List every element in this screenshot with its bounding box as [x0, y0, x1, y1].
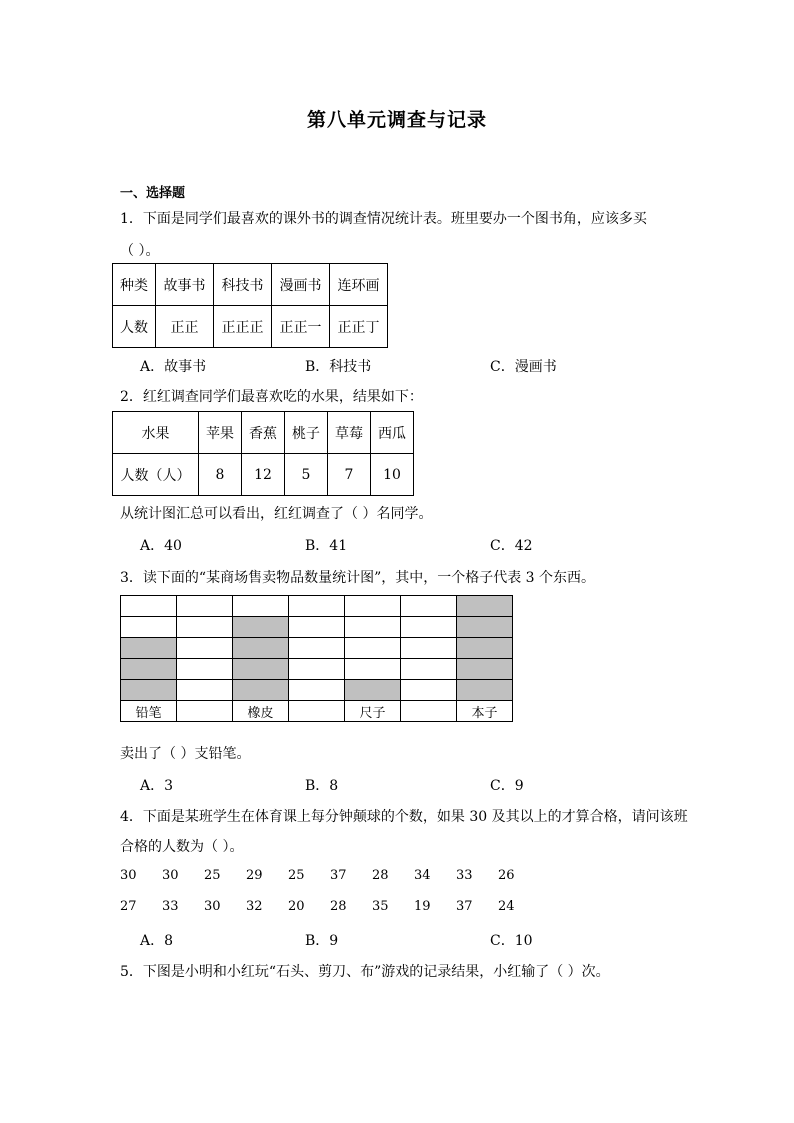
number-item: 37 [456, 899, 473, 914]
number-item: 27 [120, 899, 137, 914]
graph-cell [177, 680, 233, 701]
graph-cell [345, 638, 401, 659]
graph-category-label [289, 701, 345, 722]
graph-cell [289, 617, 345, 638]
q3-text-line1: 3．读下面的“某商场售卖物品数量统计图”，其中，一个格子代表 3 个东西。 [120, 570, 596, 586]
number-item: 25 [288, 868, 305, 883]
number-item: 33 [456, 868, 473, 883]
graph-label-row [121, 701, 513, 722]
q2-option-a[interactable]: A．40 [140, 538, 182, 554]
number-item: 29 [246, 868, 263, 883]
graph-cell [177, 617, 233, 638]
graph-cell [401, 659, 457, 680]
graph-cell [457, 596, 513, 617]
q2-text-line1: 2．红红调查同学们最喜欢吃的水果，结果如下： [120, 389, 423, 405]
graph-row [121, 617, 513, 638]
graph-cell [233, 659, 289, 680]
graph-cell [233, 617, 289, 638]
table-cell: 种类 [113, 264, 156, 306]
graph-cell [457, 617, 513, 638]
graph-row [121, 596, 513, 617]
table-cell: 8 [199, 454, 242, 496]
number-item: 34 [414, 868, 431, 883]
table-cell: 苹果 [199, 412, 242, 454]
graph-category-label: 本子 [457, 701, 513, 722]
q3-text-line2: 卖出了（ ）支铅笔。 [120, 746, 251, 762]
q4-option-c[interactable]: C．10 [490, 933, 533, 949]
page-title: 第八单元调查与记录 [306, 109, 487, 131]
graph-category-label [401, 701, 457, 722]
graph-cell [121, 638, 177, 659]
table-cell: 正正 [156, 306, 214, 348]
section-heading: 一、选择题 [120, 186, 186, 201]
q4-number-row-2 [120, 899, 540, 914]
q1-option-a[interactable]: A．故事书 [140, 359, 207, 375]
number-item: 32 [246, 899, 263, 914]
graph-cell [289, 659, 345, 680]
number-item: 35 [372, 899, 389, 914]
graph-row [121, 638, 513, 659]
graph-cell [401, 680, 457, 701]
q5-text-line1: 5．下图是小明和小红玩“石头、剪刀、布”游戏的记录结果，小红输了（ ）次。 [120, 964, 610, 980]
table-cell: 科技书 [214, 264, 272, 306]
q2-option-b[interactable]: B．41 [305, 538, 348, 554]
graph-cell [289, 596, 345, 617]
q1-text-line1: 1．下面是同学们最喜欢的课外书的调查情况统计表。班里要办一个图书角，应该多买 [120, 211, 647, 227]
graph-cell [345, 596, 401, 617]
graph-cell [121, 680, 177, 701]
q3-picture-graph [120, 595, 513, 722]
graph-cell [457, 680, 513, 701]
graph-row [121, 680, 513, 701]
table-cell: 7 [328, 454, 371, 496]
q2-option-c[interactable]: C．42 [490, 538, 533, 554]
number-item: 30 [162, 868, 179, 883]
graph-cell [177, 659, 233, 680]
number-item: 28 [330, 899, 347, 914]
number-item: 37 [330, 868, 347, 883]
graph-cell [345, 659, 401, 680]
q4-number-row-1 [120, 868, 540, 883]
graph-cell [177, 638, 233, 659]
q1-option-c[interactable]: C．漫画书 [490, 359, 557, 375]
q1-text-line2: （ ）。 [120, 243, 160, 259]
number-item: 20 [288, 899, 305, 914]
graph-cell [121, 617, 177, 638]
table-cell: 10 [371, 454, 414, 496]
graph-cell [457, 659, 513, 680]
table-cell: 香蕉 [242, 412, 285, 454]
number-item: 28 [372, 868, 389, 883]
graph-cell [401, 638, 457, 659]
graph-row [121, 659, 513, 680]
graph-cell [345, 680, 401, 701]
q2-text-line2: 从统计图汇总可以看出，红红调查了（ ）名同学。 [120, 506, 433, 522]
q3-option-a[interactable]: A．3 [140, 778, 174, 794]
table-cell: 桃子 [285, 412, 328, 454]
table-row [113, 412, 414, 454]
graph-cell [401, 596, 457, 617]
graph-cell [457, 638, 513, 659]
graph-cell [233, 638, 289, 659]
table-cell: 人数（人） [113, 454, 199, 496]
q3-option-c[interactable]: C．9 [490, 778, 524, 794]
graph-cell [289, 638, 345, 659]
q4-option-b[interactable]: B．9 [305, 933, 339, 949]
q1-option-b[interactable]: B．科技书 [305, 359, 372, 375]
graph-cell [345, 617, 401, 638]
table-cell: 草莓 [328, 412, 371, 454]
q4-text-line1: 4．下面是某班学生在体育课上每分钟颠球的个数，如果 30 及其以上的才算合格，请问该班 [120, 809, 688, 825]
q1-table [112, 263, 388, 348]
table-cell: 5 [285, 454, 328, 496]
table-cell: 正正一 [272, 306, 330, 348]
table-cell: 西瓜 [371, 412, 414, 454]
number-item: 19 [414, 899, 431, 914]
number-item: 30 [204, 899, 221, 914]
graph-cell [233, 596, 289, 617]
number-item: 33 [162, 899, 179, 914]
table-cell: 正正丁 [330, 306, 388, 348]
graph-category-label: 铅笔 [121, 701, 177, 722]
table-row [113, 454, 414, 496]
graph-cell [233, 680, 289, 701]
graph-cell [121, 659, 177, 680]
graph-cell [177, 596, 233, 617]
graph-category-label: 橡皮 [233, 701, 289, 722]
number-item: 26 [498, 868, 515, 883]
number-item: 24 [498, 899, 515, 914]
table-cell: 漫画书 [272, 264, 330, 306]
table-cell: 连环画 [330, 264, 388, 306]
table-cell: 正正正 [214, 306, 272, 348]
number-item: 30 [120, 868, 137, 883]
graph-cell [289, 680, 345, 701]
graph-cell [121, 596, 177, 617]
number-item: 25 [204, 868, 221, 883]
graph-category-label [177, 701, 233, 722]
table-cell: 12 [242, 454, 285, 496]
table-row [113, 264, 388, 306]
q3-option-b[interactable]: B．8 [305, 778, 339, 794]
table-row [113, 306, 388, 348]
table-cell: 故事书 [156, 264, 214, 306]
q4-option-a[interactable]: A．8 [140, 933, 174, 949]
table-cell: 水果 [113, 412, 199, 454]
q2-table [112, 411, 414, 496]
graph-category-label: 尺子 [345, 701, 401, 722]
q4-text-line2: 合格的人数为（ ）。 [120, 839, 244, 855]
graph-cell [401, 617, 457, 638]
table-cell: 人数 [113, 306, 156, 348]
